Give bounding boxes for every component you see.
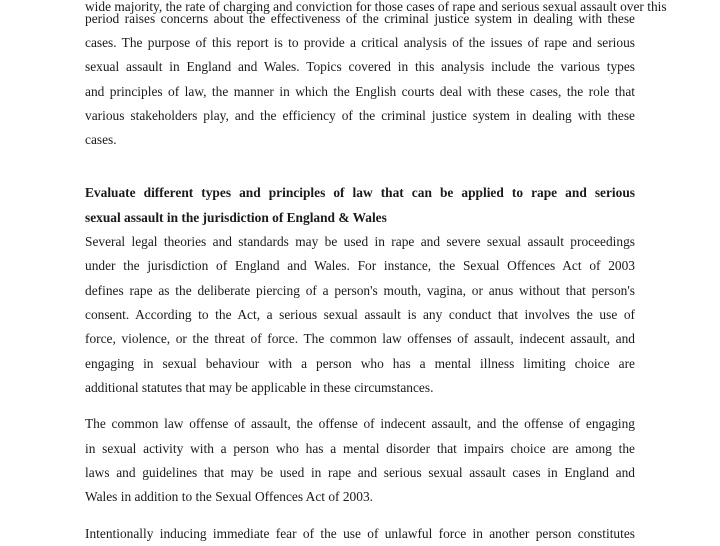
intro-line: cases. The purpose of this report is to provide a critical analysis of the issues of rape and serious xyxy=(85,35,635,50)
body-line: engaging in sexual behaviour with a person who has a mental illness limiting choice are xyxy=(85,356,635,371)
intro-line: and principles of law, the manner in which the English courts deal with these cases, the role that xyxy=(85,84,635,99)
body-line: laws and guidelines that may be used in rape and serious sexual assault cases in England and xyxy=(85,465,635,480)
body-line: defines rape as the deliberate piercing of a person's mouth, vagina, or anus without that person's xyxy=(85,283,635,298)
intro-line: cases. xyxy=(85,132,117,147)
section-heading: Evaluate different types and principles of law that can be applied to rape and serious xyxy=(85,185,635,200)
body-line: Several legal theories and standards may be used in rape and severe sexual assault proceedings xyxy=(85,234,635,249)
intro-line: wide majority, the rate of charging and conviction for those cases of rape and serious sexual assault over this xyxy=(85,0,667,14)
body-line: in sexual activity with a person who has a mental disorder that impairs choice are among the xyxy=(85,441,635,456)
intro-line: period raises concerns about the effectiveness of the criminal justice system in dealing with these xyxy=(85,11,635,26)
body-line: under the jurisdiction of England and Wales. For instance, the Sexual Offences Act of 2003 xyxy=(85,258,635,273)
body-line: additional statutes that may be applicable in these circumstances. xyxy=(85,380,434,395)
section-heading: sexual assault in the jurisdiction of England & Wales xyxy=(85,210,387,225)
body-line: Intentionally inducing immediate fear of the use of unlawful force in another person constitutes xyxy=(85,526,635,541)
body-line: Wales in addition to the Sexual Offences Act of 2003. xyxy=(85,489,373,504)
body-line: consent. According to the Act, a serious sexual assault is any conduct that involves the use of xyxy=(85,307,635,322)
body-line: The common law offense of assault, the offense of indecent assault, and the offense of engaging xyxy=(85,416,635,431)
intro-line: sexual assault in England and Wales. Topics covered in this analysis include the various types xyxy=(85,59,635,74)
body-line: force, violence, or the threat of force. The common law offenses of assault, indecent assault, and xyxy=(85,331,635,346)
intro-line: various stakeholders play, and the efficiency of the criminal justice system in dealing with these xyxy=(85,108,635,123)
